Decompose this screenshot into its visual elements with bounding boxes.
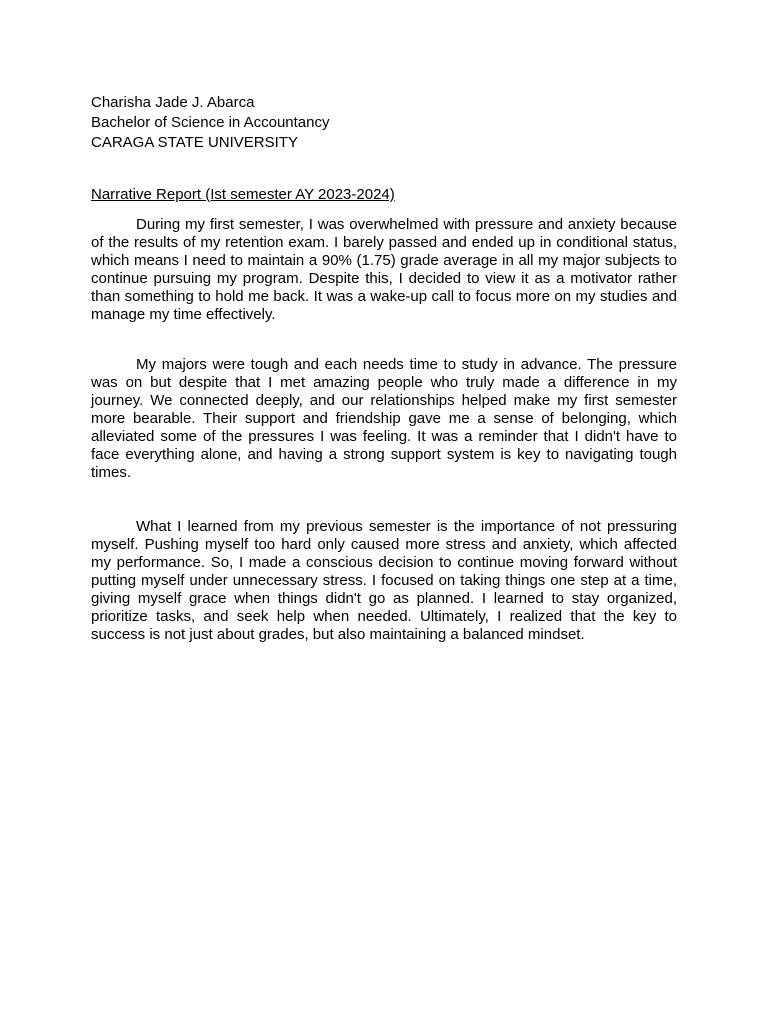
university-name: CARAGA STATE UNIVERSITY (91, 134, 298, 151)
paragraph-3: What I learned from my previous semester is the importance of not pressuring myself. Pushing myself too hard only caused more stress and anxiety, which affected my performance. So, I made a conscious decision to continue moving forward without putting myself under unnecessary stress. I focused on taking things one step at a time, giving myself grace when things didn't go as planned. I learned to stay organized, prioritize tasks, and seek help when needed. Ultimately, I realized that the key to success is not just about grades, but also maintaining a balanced mindset. (91, 518, 677, 643)
report-title: Narrative Report (Ist semester AY 2023-2024) (91, 186, 395, 203)
author-name: Charisha Jade J. Abarca (91, 94, 255, 111)
paragraph-2: My majors were tough and each needs time to study in advance. The pressure was on but despite that I met amazing people who truly made a difference in my journey. We connected deeply, and our relationships helped make my first semester more bearable. Their support and friendship gave me a sense of belonging, which alleviated some of the pressures I was feeling. It was a reminder that I didn't have to face everything alone, and having a strong support system is key to navigating tough times. (91, 356, 677, 481)
paragraph-1: During my first semester, I was overwhelmed with pressure and anxiety because of the results of my retention exam. I barely passed and ended up in conditional status, which means I need to maintain a 90% (1.75) grade average in all my major subjects to continue pursuing my program. Despite this, I decided to view it as a motivator rather than something to hold me back. It was a wake-up call to focus more on my studies and manage my time effectively. (91, 216, 677, 323)
document-body (91, 93, 677, 644)
degree-program: Bachelor of Science in Accountancy (91, 114, 330, 131)
